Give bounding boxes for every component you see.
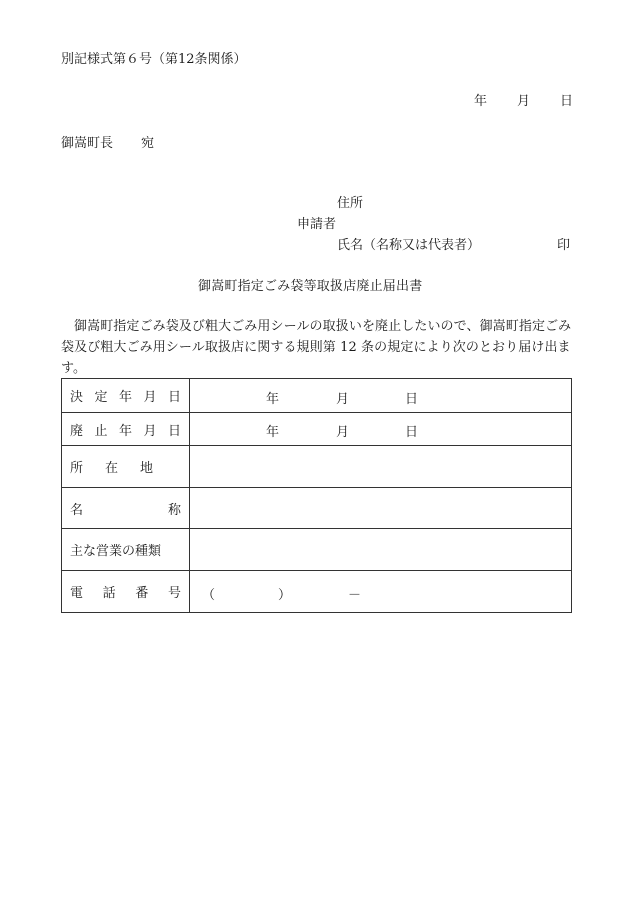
label-char: 地 [139,461,153,476]
phone-open-paren: （ [202,587,216,603]
date-month-label: 月 [517,94,531,109]
name-label [62,488,190,529]
phone-close-paren: ） [278,587,292,603]
label-char: 名 [70,502,84,518]
addressee-suffix: 宛 [141,136,155,151]
label-char: 号 [167,586,181,601]
label-char: 廃 [70,423,84,439]
label-char: 電 [70,586,84,601]
table-row-phone [62,571,572,613]
form-number-label: 別記様式第６号（第12条関係） [61,52,247,67]
name-field[interactable] [190,488,572,529]
table-row-business-type [62,529,572,571]
label-char: 年 [118,390,132,405]
date-day-label: 日 [560,94,574,109]
label-char: 年 [118,423,132,439]
decision-day-label: 日 [405,391,419,407]
applicant-label: 申請者 [297,217,337,232]
abolition-year-label: 年 [266,425,280,440]
phone-dash: － [348,587,362,603]
phone-field[interactable] [190,571,572,613]
notification-form-table [61,378,572,613]
business-type-label [62,529,190,571]
addressee-name: 御嵩町長 [61,136,114,151]
abolition-date-field[interactable] [190,413,572,446]
decision-date-field[interactable] [190,379,572,413]
addressee [61,136,154,152]
table-row-name [62,488,572,529]
location-label [62,446,190,488]
label-char: 月 [143,390,157,405]
applicant-name-label: 氏名（名称又は代表者） [337,238,481,253]
seal-label: 印 [557,238,571,253]
label-char: 所 [70,461,84,476]
decision-date-label [62,379,190,413]
document-title: 御嵩町指定ごみ袋等取扱店廃止届出書 [198,279,423,294]
label-text: 主な営業の種類 [70,544,162,559]
applicant-address-label: 住所 [337,196,364,211]
business-type-field[interactable] [190,529,572,571]
body-paragraph: 御嵩町指定ごみ袋及び粗大ごみ用シールの取扱いを廃止したいので、御嵩町指定ごみ袋及び粗大ごみ用シール取扱店に関する規則第 12 条の規定により次のとおり届け出ます。 [61,319,572,376]
label-char: 在 [104,461,118,476]
label-char: 話 [102,586,116,601]
label-char: 日 [167,390,181,405]
abolition-day-label: 日 [405,425,419,440]
label-char: 決 [70,390,84,405]
abolition-month-label: 月 [336,425,350,440]
label-char: 称 [167,502,181,518]
label-char: 番 [135,586,149,601]
date-year-label: 年 [474,94,488,109]
decision-year-label: 年 [266,391,280,407]
table-row-location [62,446,572,488]
abolition-date-label [62,413,190,446]
label-char: 日 [167,423,181,439]
location-field[interactable] [190,446,572,488]
label-char: 定 [94,390,108,405]
label-char: 月 [143,423,157,439]
table-row-decision-date [62,379,572,413]
label-char: 止 [94,423,108,439]
table-row-abolition-date [62,413,572,446]
decision-month-label: 月 [336,391,350,407]
phone-label [62,571,190,613]
